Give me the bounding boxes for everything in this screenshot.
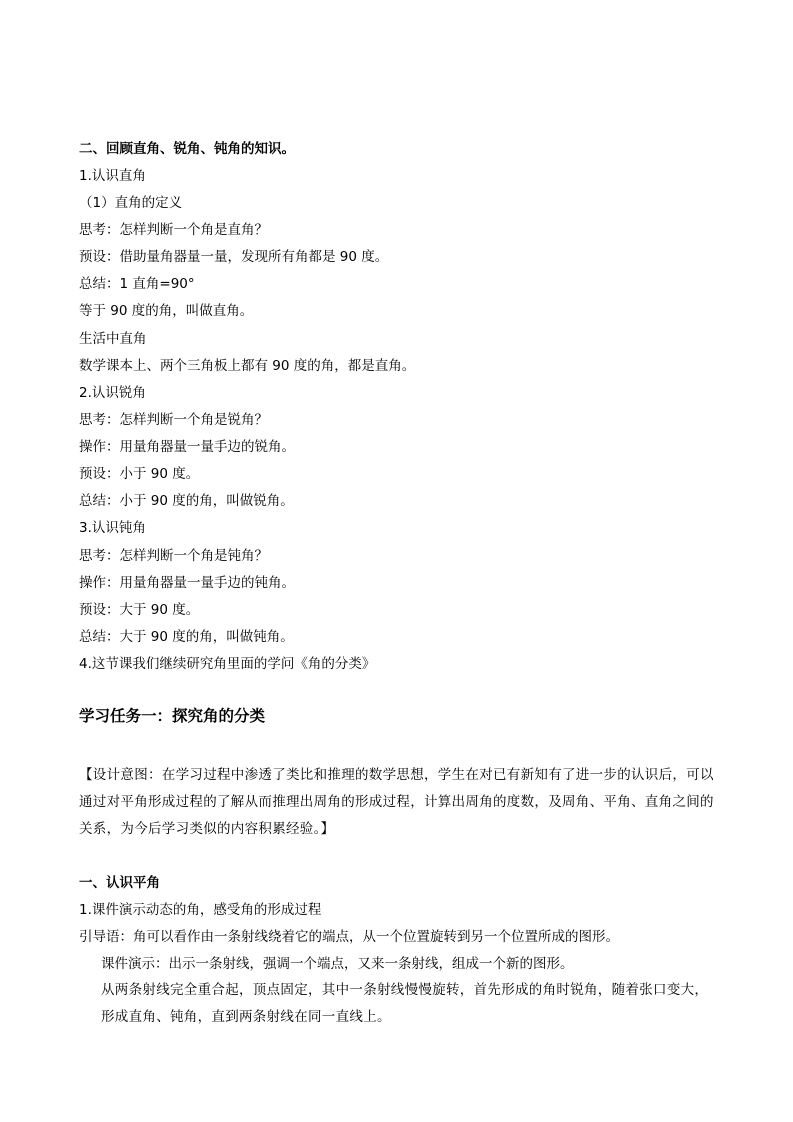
task-one-heading: 学习任务一：探究角的分类 (79, 707, 266, 725)
transition-line: 4.这节课我们继续研究角里面的学问《角的分类》 (79, 656, 376, 672)
straight-angle-item1: 1.课件演示动态的角，感受角的形成过程 (79, 902, 322, 918)
right-angle-preset: 预设：借助量角器量一量，发现所有角都是 90 度。 (79, 249, 389, 265)
right-angle-definition: （1）直角的定义 (79, 195, 183, 211)
acute-angle-title: 2.认识锐角 (79, 385, 146, 401)
lead-paragraph: 引导语：角可以看作由一条射线绕着它的端点，从一个位置旋转到另一个位置所成的图形。 (79, 929, 619, 945)
obtuse-angle-title: 3.认识钝角 (79, 520, 146, 536)
demo-paragraph: 课件演示：出示一条射线，强调一个端点，又来一条射线，组成一个新的图形。 (101, 956, 574, 972)
acute-angle-think: 思考：怎样判断一个角是锐角？ (79, 412, 268, 428)
section-straight-heading: 一、认识平角 (79, 875, 160, 891)
right-angle-think: 思考：怎样判断一个角是直角？ (79, 222, 268, 238)
process-paragraph: 从两条射线完全重合起，顶点固定，其中一条射线慢慢旋转，首先形成的角时锐角，随着张口变大，形成直角、钝角，直到两条射线在同一直线上。 (101, 982, 709, 1025)
right-angle-summary: 总结：1 直角=90° (79, 276, 195, 292)
design-intent-paragraph: 【设计意图：在学习过程中渗透了类比和推理的数学思想，学生在对已有新知有了进一步的认识后，可以通过对平角形成过程的了解从而推理出周角的形成过程，计算出周角的度数，及周角、平角、直角之间的关系，为今后学习类似的内容积累经验。】 (79, 767, 714, 837)
acute-angle-operation: 操作：用量角器量一量手边的锐角。 (79, 439, 295, 455)
obtuse-angle-summary: 总结：大于 90 度的角，叫做钝角。 (79, 629, 294, 645)
life-right-angle-example: 数学课本上、两个三角板上都有 90 度的角，都是直角。 (79, 358, 416, 374)
obtuse-angle-think: 思考：怎样判断一个角是钝角？ (79, 548, 268, 564)
obtuse-angle-preset: 预设：大于 90 度。 (79, 602, 200, 618)
acute-angle-summary: 总结：小于 90 度的角，叫做锐角。 (79, 493, 294, 509)
obtuse-angle-operation: 操作：用量角器量一量手边的钝角。 (79, 575, 295, 591)
acute-angle-preset: 预设：小于 90 度。 (79, 466, 200, 482)
life-right-angle-title: 生活中直角 (79, 331, 147, 347)
right-angle-statement: 等于 90 度的角，叫做直角。 (79, 303, 254, 319)
right-angle-title: 1.认识直角 (79, 168, 146, 184)
section-review-heading: 二、回顾直角、锐角、钝角的知识。 (79, 141, 295, 157)
